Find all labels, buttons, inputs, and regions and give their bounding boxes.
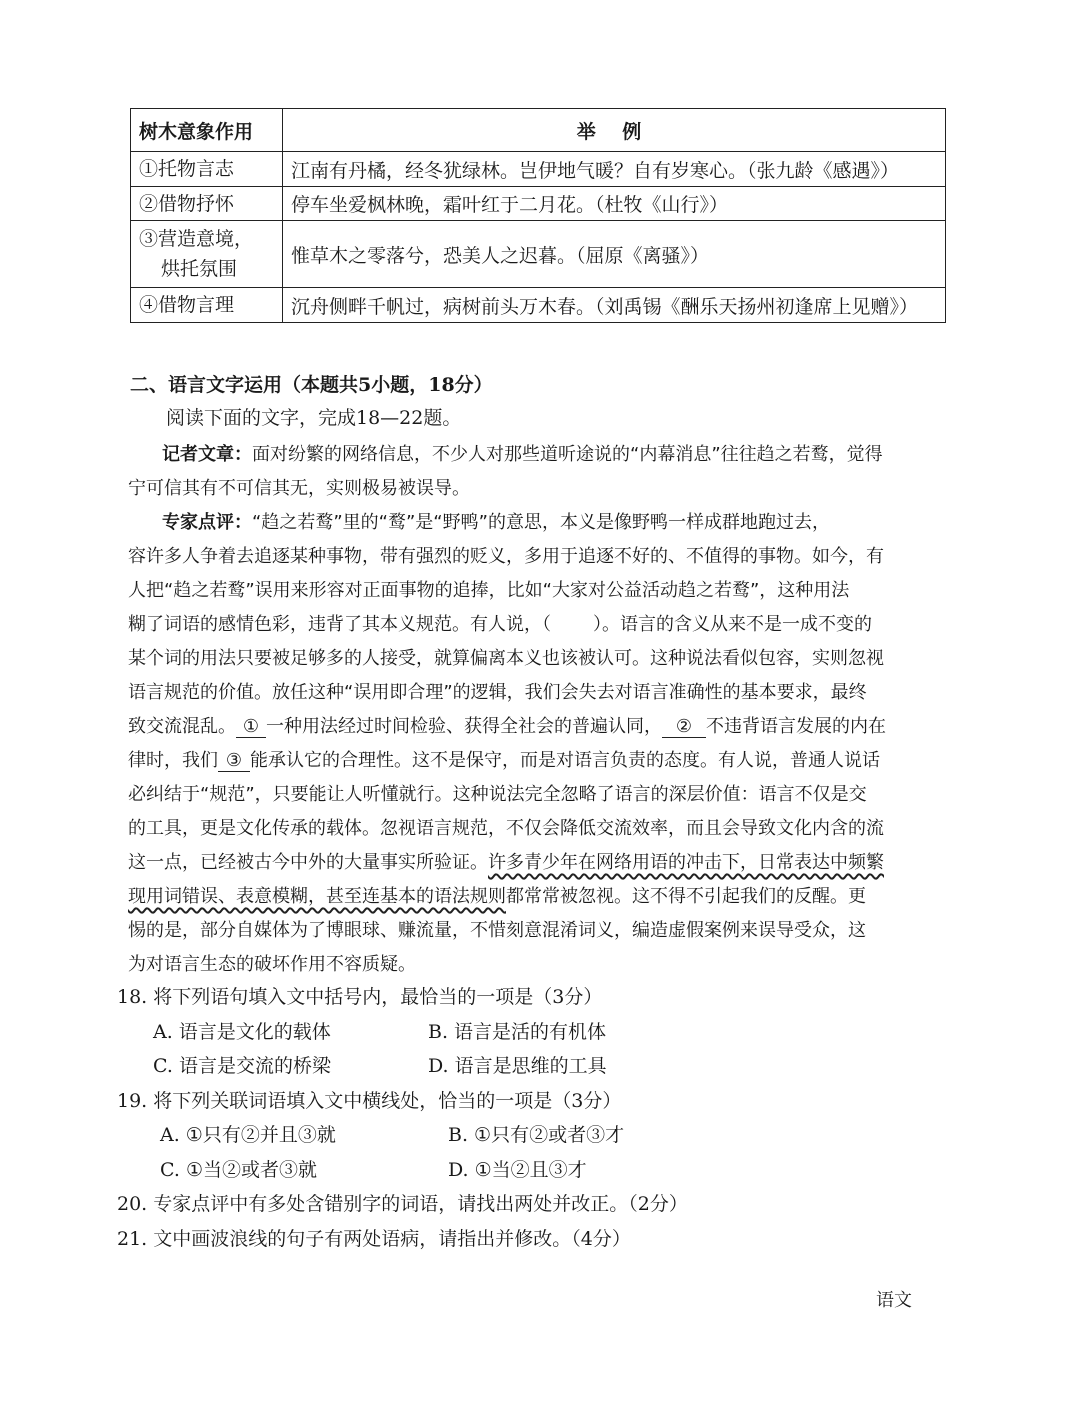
option-d[interactable]: D. 语言是思维的工具	[428, 1055, 607, 1077]
table-cell-example: 停车坐爱枫林晚，霜叶红于二月花。（杜牧《山行》）	[283, 187, 946, 221]
reading-passage	[128, 438, 940, 982]
wavy-underlined-sentence: 许多青少年在网络用语的冲击下，日常表达中频繁	[488, 852, 884, 873]
expert-label: 专家点评：	[162, 512, 252, 533]
question-19: 19. 将下列关联词语填入文中横线处，恰当的一项是（3分）	[117, 1089, 622, 1112]
passage-text: 能承认它的合理性。这不是保守，而是对语言负责的态度。有人说，普通人说话	[250, 750, 880, 771]
passage-line	[128, 710, 940, 744]
tree-imagery-table	[130, 108, 946, 323]
table-cell-role: ②借物抒怀	[131, 187, 283, 221]
passage-line: 宁可信其有不可信其无，实则极易被误导。	[128, 478, 470, 499]
option-row	[117, 1049, 947, 1084]
passage-text: 一种用法经过时间检验、获得全社会的普遍认同，	[266, 716, 662, 737]
table-header-example: 举 例	[283, 109, 946, 152]
page-footer-subject: 语文	[876, 1290, 912, 1311]
table-cell-role: ①托物言志	[131, 152, 283, 187]
fill-blank-3: ③	[218, 751, 250, 772]
passage-line: 惕的是，部分自媒体为了博眼球、赚流量，不惜刻意混淆词义，编造虚假案例来误导受众，这	[128, 920, 866, 941]
table-cell-example: 江南有丹橘，经冬犹绿林。岂伊地气暖？自有岁寒心。（张九龄《感遇》）	[283, 152, 946, 187]
table-row	[131, 221, 946, 288]
fill-blank-1: ①	[236, 717, 266, 738]
passage-line: 必纠结于“规范”，只要能让人听懂就行。这种说法完全忽略了语言的深层价值：语言不仅是交	[128, 784, 867, 805]
table-header-role: 树木意象作用	[131, 109, 283, 152]
option-b[interactable]: B. ①只有②或者③才	[448, 1124, 625, 1146]
table-row	[131, 288, 946, 323]
passage-text: 都常常被忽视。这不得不引起我们的反醒。更	[506, 886, 866, 907]
passage-text: 糊了词语的感情色彩，违背了其本义规范。有人说，（	[128, 614, 551, 635]
passage-line	[128, 438, 940, 472]
passage-line	[128, 846, 940, 880]
wavy-underlined-sentence: 现用词错误、表意模糊，甚至连基本的语法规则	[128, 886, 506, 907]
passage-line	[128, 608, 940, 642]
passage-line: 为对语言生态的破坏作用不容质疑。	[128, 954, 416, 975]
passage-line: 容许多人争着去追逐某种事物，带有强烈的贬义，多用于追逐不好的、不值得的事物。如今，有	[128, 546, 884, 567]
table-cell-example: 惟草木之零落兮，恐美人之迟暮。（屈原《离骚》）	[283, 221, 946, 288]
passage-text: 这一点，已经被古今中外的大量事实所验证。	[128, 852, 488, 873]
passage-line: 语言规范的价值。放任这种“误用即合理”的逻辑，我们会失去对语言准确性的基本要求，最终	[128, 682, 867, 703]
table-cell-example: 沉舟侧畔千帆过，病树前头万木春。（刘禹锡《酬乐天扬州初逢席上见赠》）	[283, 288, 946, 323]
section-title: 二、语言文字运用（本题共5小题，18分）	[130, 374, 493, 396]
passage-text: “趋之若鹜”里的“鹜”是“野鸭”的意思，本义是像野鸭一样成群地跑过去，	[252, 512, 830, 533]
table-cell-role	[131, 221, 283, 288]
question-list	[117, 980, 947, 1256]
option-d[interactable]: D. ①当②且③才	[448, 1158, 587, 1181]
passage-text: 不违背语言发展的内在	[706, 716, 886, 737]
option-c[interactable]: C. ①当②或者③就	[160, 1158, 317, 1181]
option-a[interactable]: A. ①只有②并且③就	[160, 1124, 336, 1146]
option-c[interactable]: C. 语言是交流的桥梁	[153, 1055, 331, 1077]
option-row	[117, 1153, 947, 1188]
table-cell-role-line1: ③营造意境，	[139, 228, 254, 250]
section-instruction: 阅读下面的文字，完成18—22题。	[166, 407, 462, 429]
question-18: 18. 将下列语句填入文中括号内，最恰当的一项是（3分）	[117, 986, 603, 1008]
passage-text: 面对纷繁的网络信息，不少人对那些道听途说的“内幕消息”往往趋之若鹜，觉得	[252, 444, 883, 465]
table-cell-role: ④借物言理	[131, 288, 283, 323]
table-row	[131, 187, 946, 221]
question-21: 21. 文中画波浪线的句子有两处语病，请指出并修改。（4分）	[117, 1227, 631, 1250]
passage-line	[128, 880, 940, 914]
passage-text: 致交流混乱。	[128, 716, 236, 737]
passage-text: ）。语言的含义从来不是一成不变的	[593, 614, 872, 635]
option-row	[117, 1015, 947, 1050]
passage-line	[128, 744, 940, 778]
reporter-label: 记者文章：	[162, 444, 252, 465]
passage-line: 人把“趋之若鹜”误用来形容对正面事物的追捧，比如“大家对公益活动趋之若鹜”，这种用法	[128, 580, 850, 601]
table-row	[131, 152, 946, 187]
question-20: 20. 专家点评中有多处含错别字的词语，请找出两处并改正。（2分）	[117, 1193, 688, 1215]
option-a[interactable]: A. 语言是文化的载体	[153, 1020, 331, 1043]
passage-text: 律时，我们	[128, 750, 218, 771]
option-b[interactable]: B. 语言是活的有机体	[428, 1020, 607, 1043]
fill-blank-2: ②	[662, 717, 706, 738]
table-cell-role-line2: 烘托氛围	[161, 258, 238, 280]
table-header-row	[131, 109, 946, 152]
passage-line	[128, 506, 940, 540]
passage-line: 的工具，更是文化传承的载体。忽视语言规范，不仅会降低交流效率，而且会导致文化内含的流	[128, 818, 884, 839]
option-row	[117, 1118, 947, 1153]
passage-line: 某个词的用法只要被足够多的人接受，就算偏离本义也该被认可。这种说法看似包容，实则忽视	[128, 648, 884, 669]
